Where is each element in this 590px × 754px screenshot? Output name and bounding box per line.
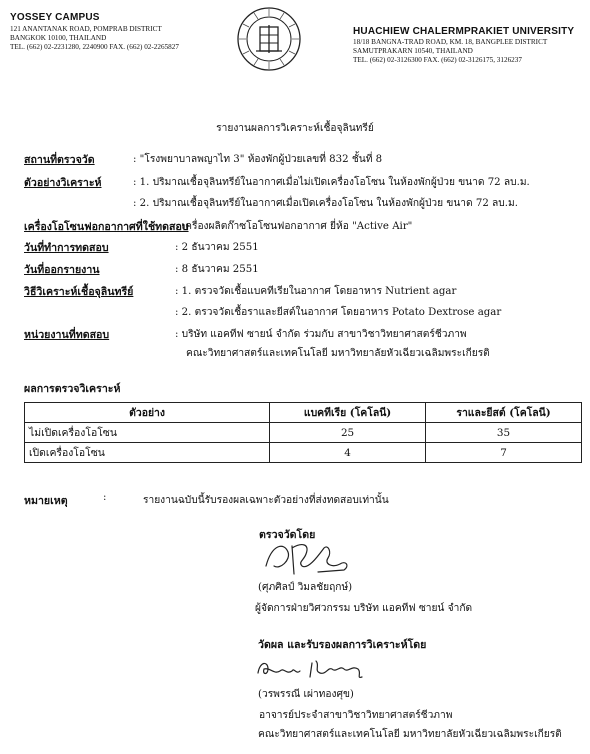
report-date-value: : 8 ธันวาคม 2551 xyxy=(175,264,259,275)
certifier-heading: วัดผล และรับรองผลการวิเคราะห์โดย xyxy=(258,639,427,651)
left-address-line3: TEL. (662) 02-2231280, 2240900 FAX. (662) 02-2265827 xyxy=(10,43,179,51)
table-cell-bacteria: 4 xyxy=(270,443,426,463)
note-colon: : xyxy=(103,492,107,503)
testing-unit-label: หน่วยงานที่ทดสอบ xyxy=(24,329,110,341)
right-address-line1: 18/18 BANGNA-TRAD ROAD, KM. 18, BANGPLEE DISTRICT xyxy=(353,38,548,46)
report-title: รายงานผลการวิเคราะห์เชื้อจุลินทรีย์ xyxy=(216,123,374,134)
testing-unit-line-1: : บริษัท แอคทีฟ ซายน์ จำกัด ร่วมกับ สาขาวิชาวิทยาศาสตร์ชีวภาพ xyxy=(175,329,467,340)
method-item-1: : 1. ตรวจวัดเชื้อแบคทีเรียในอากาศ โดยอาหาร Nutrient agar xyxy=(175,286,457,297)
method-label: วิธีวิเคราะห์เชื้อจุลินทรีย์ xyxy=(24,286,134,298)
location-value: : "โรงพยาบาลพญาไท 3" ห้องพักผู้ป่วยเลขที่ 832 ชั้นที่ 8 xyxy=(133,154,383,165)
column-header-mold-yeast: ราและยีสต์ (โคโลนี) xyxy=(426,403,582,423)
right-university-name: HUACHIEW CHALERMPRAKIET UNIVERSITY xyxy=(353,26,575,37)
device-label: เครื่องโอโซนฟอกอากาศที่ใช้ทดสอบ xyxy=(24,221,189,233)
certifier-name: (วรพรรณี เผ่าทองศุข) xyxy=(258,689,354,700)
table-cell-sample: ไม่เปิดเครื่องโอโซน xyxy=(25,423,270,443)
inspector-signature xyxy=(258,536,358,578)
certifier-position-line-1: อาจารย์ประจำสาขาวิชาวิทยาศาสตร์ชีวภาพ xyxy=(259,710,453,721)
device-value: : เครื่องผลิตก๊าซโอโซนฟอกอากาศ ยี่ห้อ "Active Air" xyxy=(175,221,413,232)
certifier-position-line-2: คณะวิทยาศาสตร์และเทคโนโลยี มหาวิทยาลัยหัวเฉียวเฉลิมพระเกียรติ xyxy=(258,729,562,740)
table-row xyxy=(25,443,582,463)
inspector-position: ผู้จัดการฝ่ายวิศวกรรม บริษัท แอคทีฟ ซายน์ จำกัด xyxy=(255,603,473,614)
table-header-row xyxy=(25,403,582,423)
column-header-sample: ตัวอย่าง xyxy=(25,403,270,423)
column-header-bacteria: แบคทีเรีย (โคโลนี) xyxy=(270,403,426,423)
table-cell-mold-yeast: 35 xyxy=(426,423,582,443)
inspector-name: (ศุภศิลป์ วิมลชัยฤกษ์) xyxy=(258,582,353,593)
university-seal-logo xyxy=(236,6,302,72)
sample-item-2: : 2. ปริมาณเชื้อจุลินทรีย์ในอากาศเมื่อเปิดเครื่องโอโซน ในห้องพักผู้ป่วย ขนาด 72 ลบ.ม. xyxy=(133,198,518,209)
test-date-value: : 2 ธันวาคม 2551 xyxy=(175,242,259,253)
testing-unit-line-2: คณะวิทยาศาสตร์และเทคโนโลยี มหาวิทยาลัยหัวเฉียวเฉลิมพระเกียรติ xyxy=(186,348,490,359)
left-campus-name: YOSSEY CAMPUS xyxy=(10,12,100,23)
left-address-line1: 121 ANANTANAK ROAD, POMPRAB DISTRICT xyxy=(10,25,162,33)
test-date-label: วันที่ทำการทดสอบ xyxy=(24,242,109,254)
inspector-heading: ตรวจวัดโดย xyxy=(259,529,316,541)
location-label: สถานที่ตรวจวัด xyxy=(24,154,95,166)
table-cell-mold-yeast: 7 xyxy=(426,443,582,463)
table-cell-bacteria: 25 xyxy=(270,423,426,443)
table-cell-sample: เปิดเครื่องโอโซน xyxy=(25,443,270,463)
sample-label: ตัวอย่างวิเคราะห์ xyxy=(24,177,102,189)
method-item-2: : 2. ตรวจวัดเชื้อราและยีสต์ในอากาศ โดยอาหาร Potato Dextrose agar xyxy=(175,307,502,318)
results-table xyxy=(24,402,582,463)
note-label: หมายเหตุ xyxy=(24,495,68,507)
results-heading: ผลการตรวจวิเคราะห์ xyxy=(24,383,121,395)
note-text: รายงานฉบับนี้รับรองผลเฉพาะตัวอย่างที่ส่งทดสอบเท่านั้น xyxy=(143,495,389,506)
report-date-label: วันที่ออกรายงาน xyxy=(24,264,100,276)
right-address-line2: SAMUTPRAKARN 10540, THAILAND xyxy=(353,47,473,55)
sample-item-1: : 1. ปริมาณเชื้อจุลินทรีย์ในอากาศเมื่อไม่เปิดเครื่องโอโซน ในห้องพักผู้ป่วย ขนาด 72 ลบ.ม. xyxy=(133,177,530,188)
table-row xyxy=(25,423,582,443)
certifier-signature xyxy=(254,653,374,683)
left-address-line2: BANGKOK 10100, THAILAND xyxy=(10,34,107,42)
right-address-line3: TEL. (662) 02-3126300 FAX. (662) 02-3126175, 3126237 xyxy=(353,56,522,64)
